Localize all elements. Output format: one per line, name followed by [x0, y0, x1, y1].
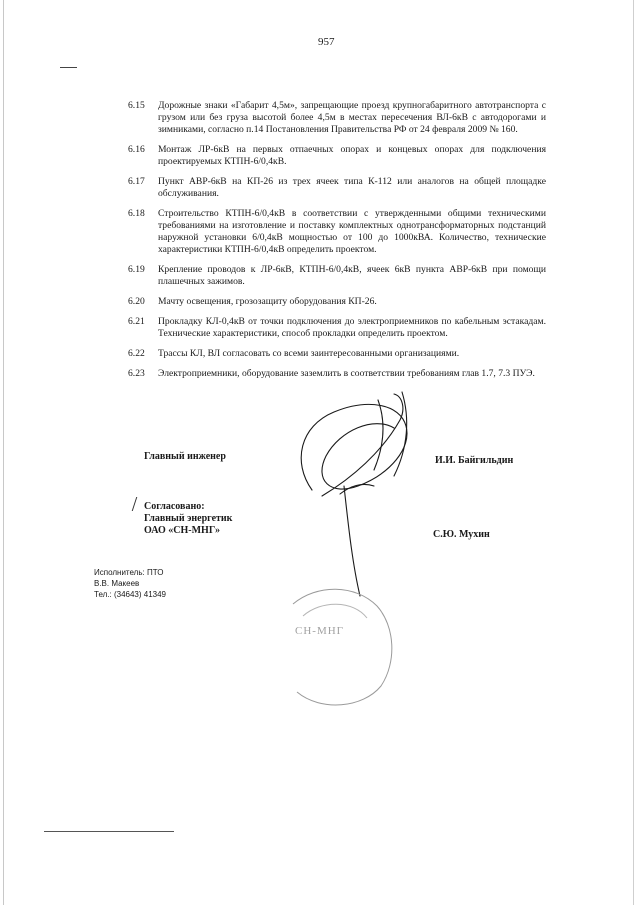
clause-text: Монтаж ЛР-6кВ на первых отпаечных опорах и концевых опорах для подключения проектируемых КТПН-6/0,4кВ.: [158, 144, 546, 167]
approver-name: С.Ю. Мухин: [433, 529, 490, 540]
clause-number: 6.17: [128, 176, 145, 187]
clause-list: [128, 100, 546, 388]
clause-number: 6.21: [128, 316, 145, 327]
executor-name: В.В. Макеев: [94, 579, 140, 588]
chief-engineer-title: Главный инженер: [144, 451, 226, 462]
clause-text: Трассы КЛ, ВЛ согласовать со всеми заинтересованными организациями.: [158, 348, 460, 359]
clause-text: Прокладку КЛ-0,4кВ от точки подключения до электроприемников по кабельным эстакадам. Технические характеристики, способ прокладки определить проектом.: [158, 316, 546, 339]
clause-number: 6.23: [128, 368, 145, 379]
handwritten-signature: [282, 382, 432, 598]
clause-item: [128, 348, 546, 360]
approval-block: [144, 501, 232, 537]
stamp-text: СН-МНГ: [295, 625, 345, 637]
clause-number: 6.18: [128, 208, 145, 219]
clause-text: Пункт АВР-6кВ на КП-26 из трех ячеек типа К-112 или аналогов на общей площадке обслуживания.: [158, 176, 546, 199]
executor-phone: Тел.: (34643) 41349: [94, 590, 166, 599]
clause-number: 6.22: [128, 348, 145, 359]
footer-rule: [44, 831, 174, 832]
clause-text: Дорожные знаки «Габарит 4,5м», запрещающие проезд крупногабаритного автотранспорта с грузом или без груза высотой более 4,5м в местах пересечения ВЛ-6кВ с автодорогами и зимниками, согласно п.14 Постановления Правительства РФ от 24 февраля 2009 № 160.: [158, 100, 546, 135]
approval-organization: ОАО «СН-МНГ»: [144, 525, 220, 536]
clause-number: 6.15: [128, 100, 145, 111]
approval-label: Согласовано:: [144, 501, 205, 512]
clause-item: [128, 144, 546, 168]
clause-text: Электроприемники, оборудование заземлить в соответствии требованиям глав 1.7, 7.3 ПУЭ.: [158, 368, 535, 379]
clause-item: [128, 316, 546, 340]
chief-engineer-name: И.И. Байгильдин: [435, 455, 514, 466]
page-number: 957: [318, 36, 335, 48]
clause-item: [128, 208, 546, 256]
seal-stamp: [263, 576, 403, 716]
clause-item: [128, 176, 546, 200]
clause-number: 6.20: [128, 296, 145, 307]
clause-text: Крепление проводов к ЛР-6кВ, КТПН-6/0,4кВ, ячеек 6кВ пункта АВР-6кВ при помощи плашечных зажимов.: [158, 264, 546, 287]
clause-number: 6.19: [128, 264, 145, 275]
clause-item: [128, 264, 546, 288]
scan-edge-left: [3, 0, 4, 905]
clause-number: 6.16: [128, 144, 145, 155]
clause-text: Мачту освещения, грозозащиту оборудования КП-26.: [158, 296, 377, 307]
executor-department: Исполнитель: ПТО: [94, 568, 164, 577]
executor-info: [94, 567, 166, 600]
corner-mark: [60, 67, 77, 68]
clause-item: [128, 296, 546, 308]
clause-text: Строительство КТПН-6/0,4кВ в соответствии с утвержденными общими техническими требованиями на изготовление и поставку комплектных однотрансформаторных подстанций наружной установки 6/0,4кВ мощностью от 100 до 1000кВА. Количество, технические характеристики КТПН-6/0,4кВ определить проектом.: [158, 208, 546, 255]
clause-item: [128, 100, 546, 136]
scan-edge-right: [633, 0, 634, 905]
approval-title: Главный энергетик: [144, 513, 233, 524]
clause-item: [128, 368, 546, 380]
